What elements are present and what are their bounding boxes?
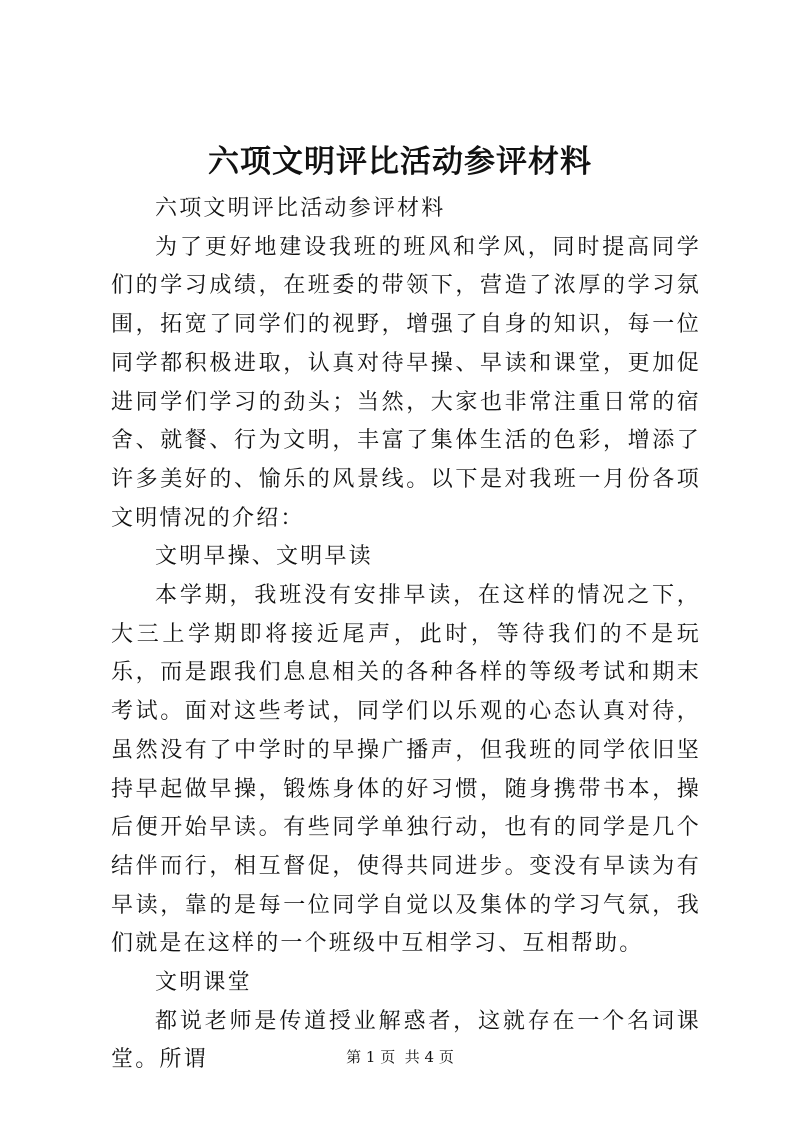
paragraph-subtitle: 六项文明评比活动参评材料 (155, 196, 446, 221)
document-body (111, 190, 701, 1080)
paragraph-morning: 本学期，我班没有安排早读，在这样的情况之下，大三上学期即将接近尾声，此时，等待我们的不是玩乐，而是跟我们息息相关的各种各样的等级考试和期末考试。面对这些考试，同学们以乐观的心态认真对待，虽然没有了中学时的早操广播声，但我班的同学依旧坚持早起做早操，锻炼身体的好习惯，随身携带书本，操后便开始早读。有些同学单独行动，也有的同学是几个结伴而行，相互督促，使得共同进步。变没有早读为有早读，靠的是每一位同学自觉以及集体的学习气氛，我们就是在这样的一个班级中互相学习、互相帮助。 (111, 583, 701, 957)
page-footer (0, 1047, 800, 1067)
section-heading-classroom: 文明课堂 (155, 970, 252, 996)
page-number: 第 1 页 共 4 页 (346, 1048, 454, 1066)
document-title: 六项文明评比活动参评材料 (208, 144, 592, 180)
paragraph-classroom: 都说老师是传道授业解惑者，这就存在一个名词课堂。所谓 (111, 1008, 701, 1073)
paragraph-intro: 为了更好地建设我班的班风和学风，同时提高同学们的学习成绩，在班委的带领下，营造了浓厚的学习氛围，拓宽了同学们的视野，增强了自身的知识，每一位同学都积极进取，认真对待早操、早读和课堂，更加促进同学们学习的劲头；当然，大家也非常注重日常的宿舍、就餐、行为文明，丰富了集体生活的色彩，增添了许多美好的、愉乐的风景线。以下是对我班一月份各项文明情况的介绍： (111, 234, 701, 531)
section-heading-morning: 文明早操、文明早读 (155, 544, 373, 570)
